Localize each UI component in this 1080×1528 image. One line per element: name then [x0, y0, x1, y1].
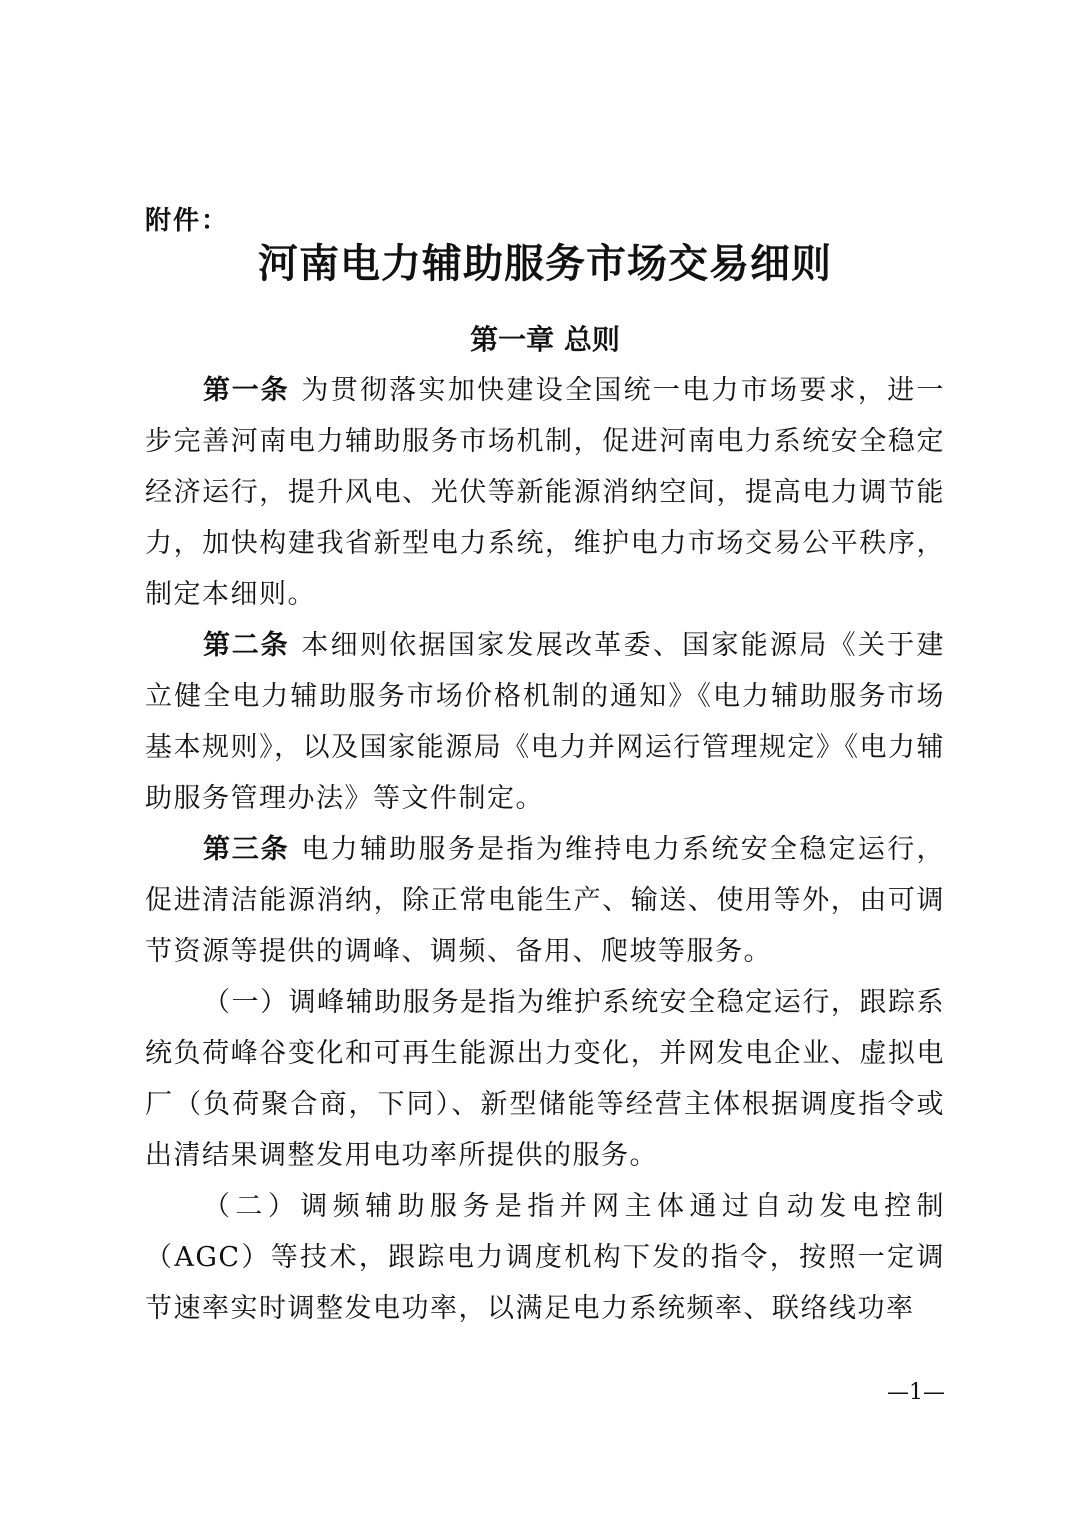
document-body — [145, 365, 945, 1334]
article-3 — [145, 824, 945, 977]
chapter-title: 第一章 总则 — [470, 323, 620, 356]
article-2-text: 本细则依据国家发展改革委、国家能源局《关于建立健全电力辅助服务市场价格机制的通知》《电力辅助服务市场基本规则》，以及国家能源局《电力并网运行管理规定》《电力辅助服务管理办法》等文件制定。 — [145, 630, 945, 814]
article-3-text: 电力辅助服务是指为维持电力系统安全稳定运行，促进清洁能源消纳，除正常电能生产、输送、使用等外，由可调节资源等提供的调峰、调频、备用、爬坡等服务。 — [145, 834, 945, 967]
item-2: （二）调频辅助服务是指并网主体通过自动发电控制（AGC）等技术，跟踪电力调度机构下发的指令，按照一定调节速率实时调整发电功率，以满足电力系统频率、联络线功率 — [145, 1191, 945, 1324]
article-2 — [145, 620, 945, 824]
page-number: —1— — [887, 1380, 945, 1405]
article-2-heading: 第二条 — [203, 630, 290, 661]
article-1-text: 为贯彻落实加快建设全国统一电力市场要求，进一步完善河南电力辅助服务市场机制，促进河南电力系统安全稳定经济运行，提升风电、光伏等新能源消纳空间，提高电力调节能力，加快构建我省新型电力系统，维护电力市场交易公平秩序，制定本细则。 — [145, 375, 945, 610]
article-1-heading: 第一条 — [203, 375, 290, 406]
article-1 — [145, 365, 945, 620]
document-title: 河南电力辅助服务市场交易细则 — [258, 241, 832, 287]
item-1: （一）调峰辅助服务是指为维护系统安全稳定运行，跟踪系统负荷峰谷变化和可再生能源出力变化，并网发电企业、虚拟电厂（负荷聚合商，下同）、新型储能等经营主体根据调度指令或出清结果调整发用电功率所提供的服务。 — [145, 987, 945, 1171]
attachment-label: 附件： — [145, 206, 230, 236]
article-3-heading: 第三条 — [203, 834, 290, 865]
